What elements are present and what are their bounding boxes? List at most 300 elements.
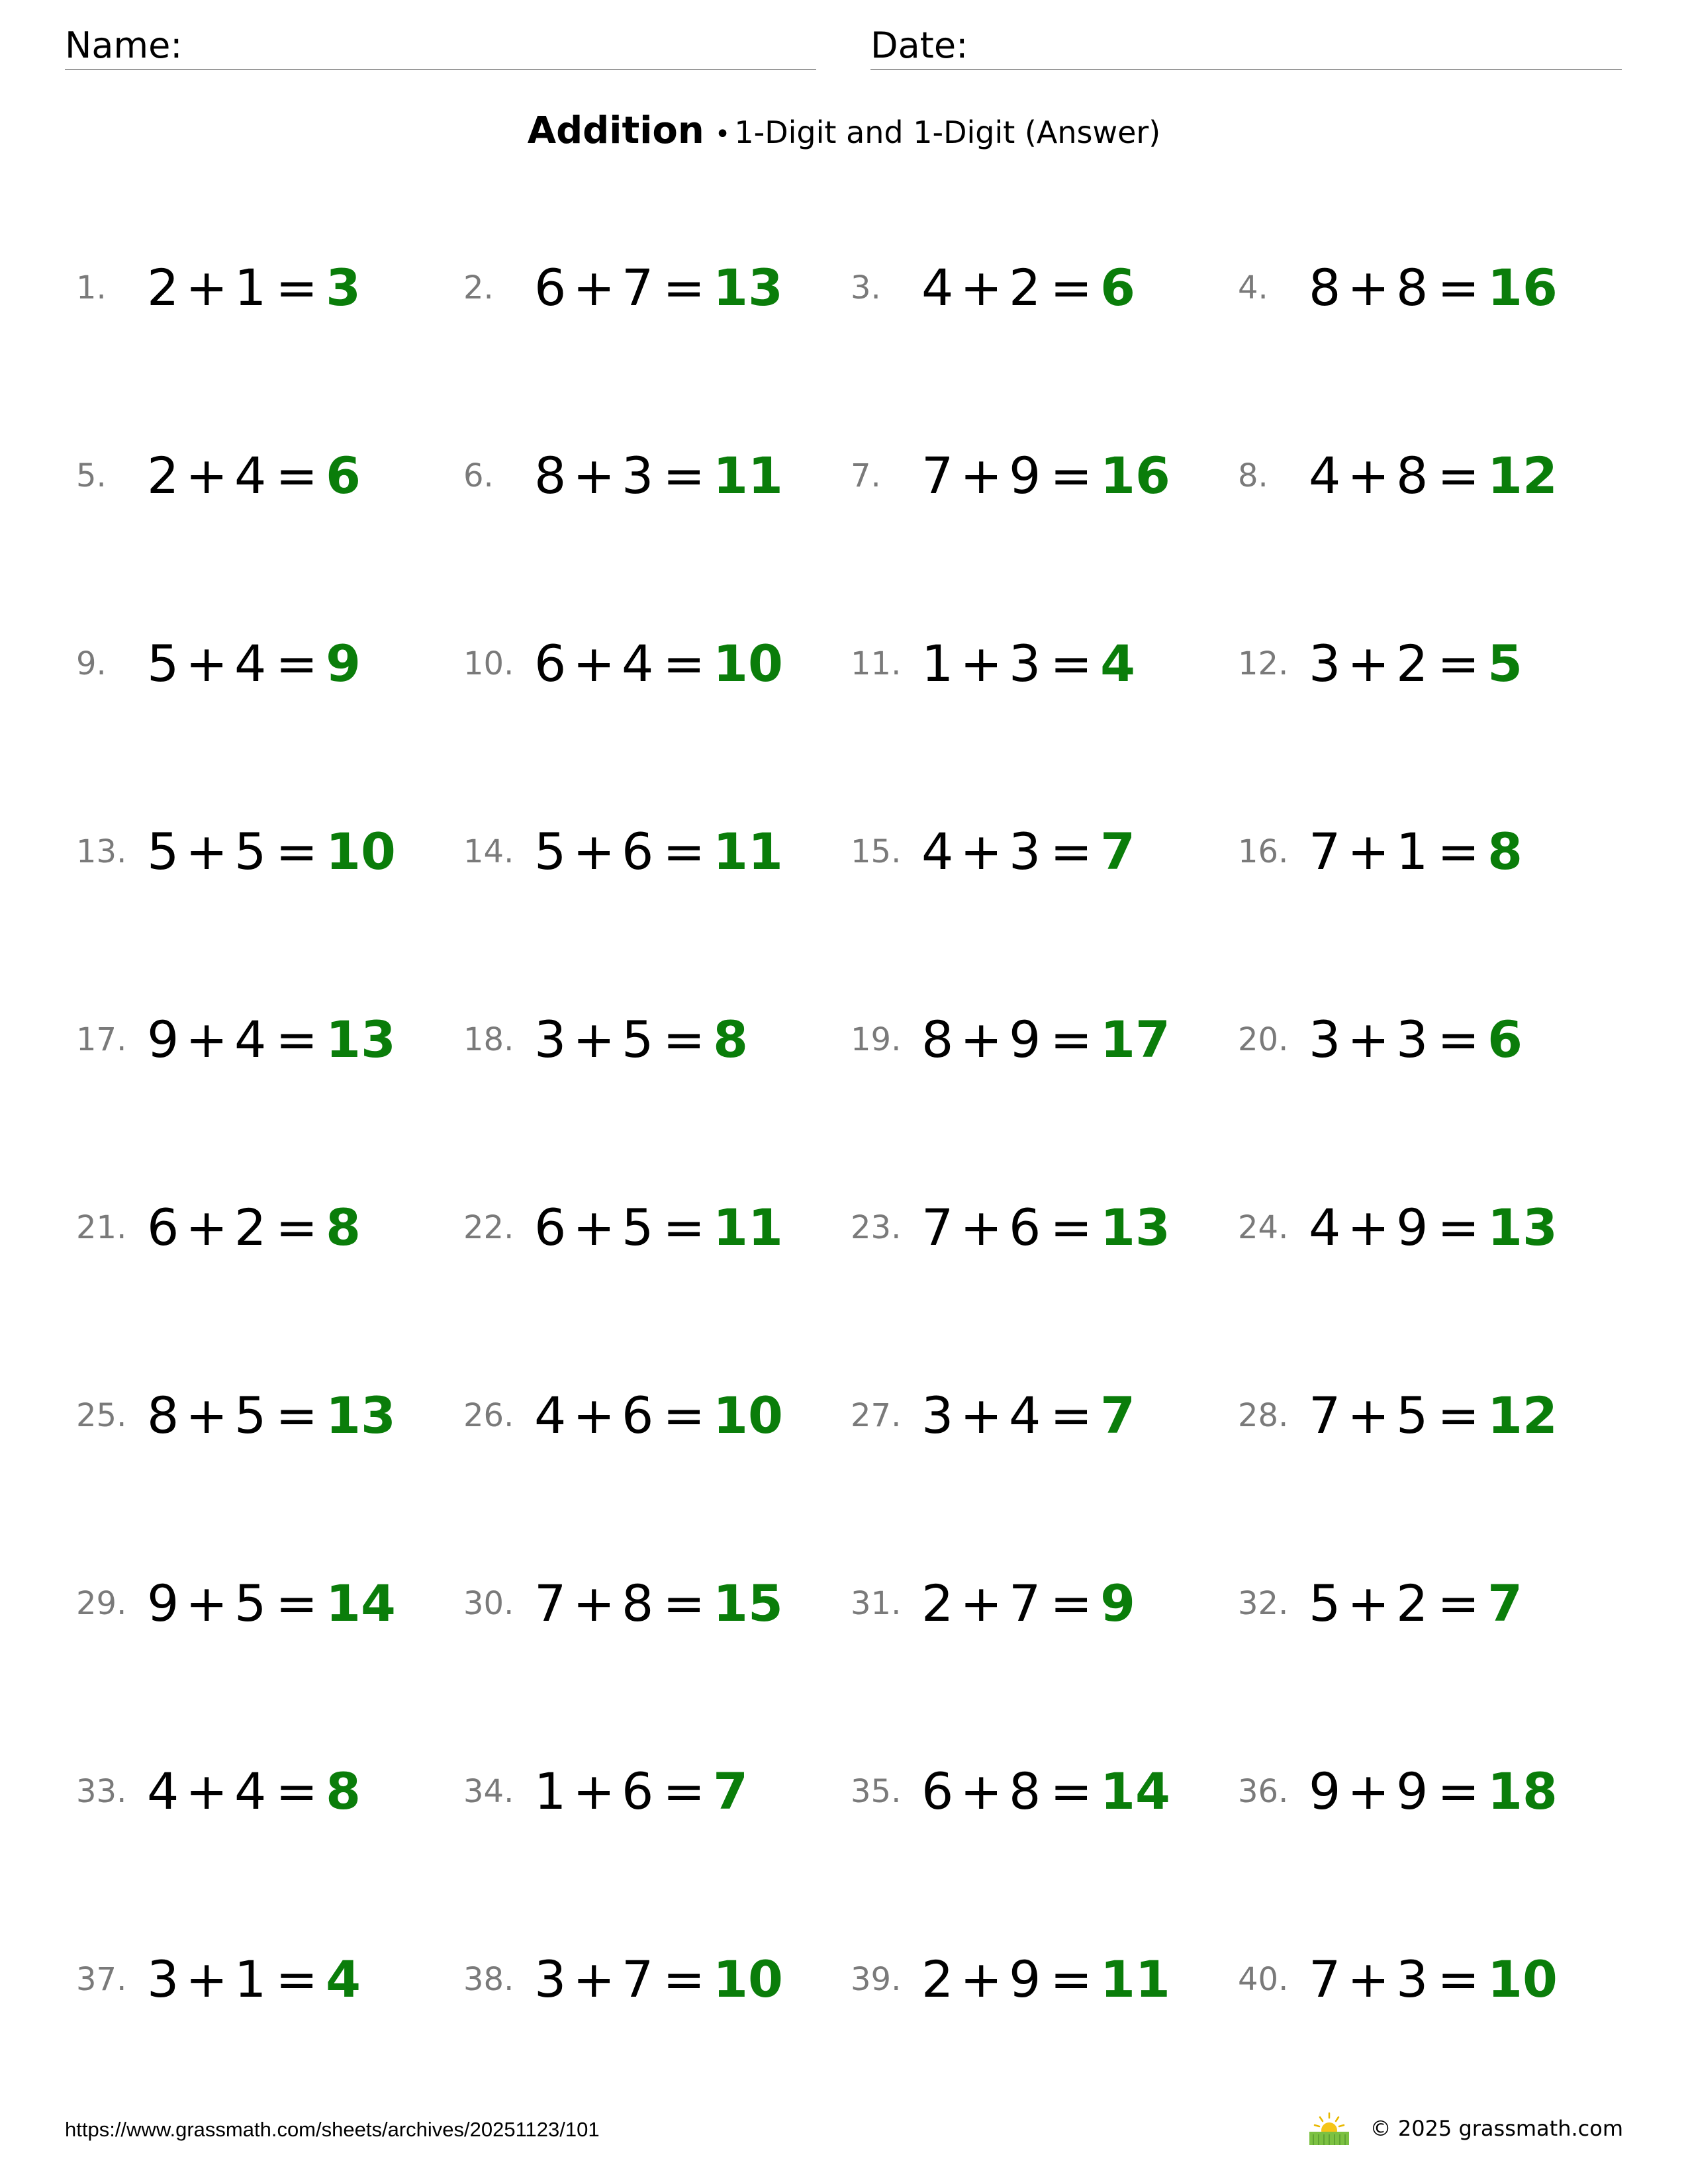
problem-item: [851, 1758, 1221, 1831]
problem-number: 17.: [76, 1021, 127, 1058]
problem-item: [76, 1570, 447, 1643]
answer: 11: [713, 446, 783, 505]
problem-number: 28.: [1238, 1397, 1289, 1434]
operand-b: 7: [622, 258, 654, 317]
operand-a: 7: [1309, 1386, 1341, 1445]
equals-sign: =: [1050, 1198, 1093, 1257]
problem-number: 34.: [463, 1773, 514, 1810]
problem-expression: [921, 1007, 1170, 1073]
problem-number: 11.: [851, 645, 902, 682]
problem-item: [1238, 1007, 1609, 1079]
operand-a: 5: [1309, 1574, 1341, 1633]
equals-sign: =: [275, 258, 318, 317]
operand-a: 2: [147, 446, 179, 505]
operand-b: 1: [234, 1950, 267, 2009]
problem-item: [1238, 631, 1609, 704]
problem-item: [463, 1758, 834, 1831]
operand-b: 1: [1396, 822, 1429, 881]
problem-number: 12.: [1238, 645, 1289, 682]
equals-sign: =: [1437, 1762, 1480, 1821]
title-main: Addition: [527, 109, 704, 152]
problem-item: [851, 819, 1221, 891]
problem-item: [851, 1195, 1221, 1267]
equals-sign: =: [1050, 258, 1093, 317]
problem-item: [463, 819, 834, 891]
problem-number: 8.: [1238, 457, 1268, 494]
operand-a: 8: [534, 446, 567, 505]
operand-a: 6: [534, 1198, 567, 1257]
problem-item: [463, 1570, 834, 1643]
problem-item: [463, 1195, 834, 1267]
problem-expression: [1309, 819, 1523, 885]
plus-sign: +: [960, 822, 1003, 881]
problem-item: [1238, 1383, 1609, 1455]
answer: 10: [1487, 1950, 1558, 2009]
operand-b: 3: [1396, 1950, 1429, 2009]
problem-item: [76, 819, 447, 891]
operand-b: 1: [234, 258, 267, 317]
footer-url[interactable]: https://www.grassmath.com/sheets/archives/20251123/101: [65, 2118, 600, 2141]
equals-sign: =: [275, 634, 318, 693]
equals-sign: =: [663, 258, 706, 317]
answer: 3: [326, 258, 361, 317]
equals-sign: =: [1437, 1198, 1480, 1257]
problem-expression: [921, 1570, 1135, 1637]
operand-a: 4: [1309, 446, 1341, 505]
equals-sign: =: [275, 1762, 318, 1821]
plus-sign: +: [960, 634, 1003, 693]
plus-sign: +: [185, 1574, 228, 1633]
answer: 17: [1100, 1010, 1170, 1069]
problem-expression: [1309, 255, 1558, 321]
equals-sign: =: [663, 822, 706, 881]
plus-sign: +: [185, 1950, 228, 2009]
operand-b: 6: [622, 822, 654, 881]
plus-sign: +: [573, 822, 616, 881]
equals-sign: =: [1050, 1950, 1093, 2009]
equals-sign: =: [663, 446, 706, 505]
equals-sign: =: [275, 1010, 318, 1069]
problem-expression: [534, 819, 783, 885]
problem-item: [851, 1383, 1221, 1455]
problem-expression: [147, 631, 361, 697]
problem-expression: [921, 1383, 1135, 1449]
problem-number: 6.: [463, 457, 494, 494]
equals-sign: =: [1050, 1386, 1093, 1445]
operand-a: 4: [921, 822, 954, 881]
operand-a: 4: [1309, 1198, 1341, 1257]
problem-expression: [534, 631, 783, 697]
plus-sign: +: [573, 1762, 616, 1821]
answer: 8: [713, 1010, 748, 1069]
operand-b: 4: [1009, 1386, 1041, 1445]
plus-sign: +: [960, 1198, 1003, 1257]
problem-item: [1238, 1758, 1609, 1831]
answer: 10: [713, 1950, 783, 2009]
problem-item: [851, 255, 1221, 328]
problem-item: [463, 443, 834, 516]
answer: 11: [713, 1198, 783, 1257]
problem-expression: [921, 443, 1170, 509]
problem-expression: [1309, 1758, 1558, 1825]
plus-sign: +: [573, 1950, 616, 2009]
problem-item: [76, 1758, 447, 1831]
plus-sign: +: [960, 1950, 1003, 2009]
operand-b: 3: [622, 446, 654, 505]
equals-sign: =: [1437, 634, 1480, 693]
problem-expression: [1309, 1570, 1523, 1637]
problem-expression: [534, 1758, 748, 1825]
plus-sign: +: [185, 1198, 228, 1257]
problem-number: 4.: [1238, 269, 1268, 306]
equals-sign: =: [275, 1198, 318, 1257]
problem-number: 2.: [463, 269, 494, 306]
operand-b: 5: [622, 1010, 654, 1069]
answer: 18: [1487, 1762, 1558, 1821]
problem-item: [76, 1195, 447, 1267]
plus-sign: +: [1347, 1574, 1390, 1633]
problem-expression: [147, 1383, 396, 1449]
operand-a: 6: [534, 258, 567, 317]
operand-a: 7: [534, 1574, 567, 1633]
operand-b: 4: [234, 446, 267, 505]
operand-a: 7: [921, 446, 954, 505]
equals-sign: =: [1050, 822, 1093, 881]
answer: 4: [1100, 634, 1135, 693]
operand-a: 3: [1309, 1010, 1341, 1069]
operand-a: 8: [921, 1010, 954, 1069]
problem-number: 31.: [851, 1585, 902, 1622]
operand-a: 7: [1309, 1950, 1341, 2009]
operand-a: 6: [147, 1198, 179, 1257]
problem-number: 9.: [76, 645, 107, 682]
footer-brand: [1305, 2109, 1623, 2148]
problem-item: [463, 1946, 834, 2019]
problem-expression: [147, 255, 361, 321]
answer: 7: [1487, 1574, 1523, 1633]
plus-sign: +: [1347, 446, 1390, 505]
problem-number: 37.: [76, 1961, 127, 1998]
plus-sign: +: [185, 1762, 228, 1821]
equals-sign: =: [1050, 1762, 1093, 1821]
equals-sign: =: [1050, 446, 1093, 505]
equals-sign: =: [663, 1386, 706, 1445]
plus-sign: +: [960, 1762, 1003, 1821]
equals-sign: =: [663, 1762, 706, 1821]
equals-sign: =: [1437, 446, 1480, 505]
answer: 4: [326, 1950, 361, 2009]
problem-expression: [534, 1946, 783, 2013]
problem-expression: [1309, 1383, 1558, 1449]
problem-expression: [534, 1570, 783, 1637]
operand-a: 3: [147, 1950, 179, 2009]
answer: 10: [713, 1386, 783, 1445]
problem-item: [851, 631, 1221, 704]
problem-expression: [921, 1758, 1170, 1825]
answer: 13: [713, 258, 783, 317]
operand-b: 8: [1396, 258, 1429, 317]
answer: 6: [326, 446, 361, 505]
answer: 8: [326, 1198, 361, 1257]
problem-expression: [147, 1570, 396, 1637]
plus-sign: +: [960, 1574, 1003, 1633]
operand-b: 4: [622, 634, 654, 693]
equals-sign: =: [1437, 258, 1480, 317]
equals-sign: =: [1437, 1574, 1480, 1633]
operand-a: 2: [921, 1950, 954, 2009]
plus-sign: +: [185, 1386, 228, 1445]
operand-b: 9: [1396, 1762, 1429, 1821]
plus-sign: +: [960, 1010, 1003, 1069]
problem-expression: [1309, 1195, 1558, 1261]
plus-sign: +: [185, 1010, 228, 1069]
equals-sign: =: [1050, 1010, 1093, 1069]
plus-sign: +: [185, 634, 228, 693]
problem-number: 26.: [463, 1397, 514, 1434]
problem-number: 15.: [851, 833, 902, 870]
problem-expression: [534, 255, 783, 321]
operand-a: 7: [1309, 822, 1341, 881]
problem-expression: [534, 443, 783, 509]
problem-item: [463, 1383, 834, 1455]
operand-b: 7: [1009, 1574, 1041, 1633]
problem-number: 5.: [76, 457, 107, 494]
operand-b: 8: [1009, 1762, 1041, 1821]
operand-b: 9: [1009, 446, 1041, 505]
problem-expression: [534, 1007, 748, 1073]
answer: 6: [1487, 1010, 1523, 1069]
operand-b: 2: [234, 1198, 267, 1257]
date-label: Date:: [870, 24, 968, 66]
plus-sign: +: [1347, 1386, 1390, 1445]
answer: 16: [1100, 446, 1170, 505]
problem-number: 23.: [851, 1209, 902, 1246]
operand-b: 9: [1009, 1010, 1041, 1069]
operand-b: 5: [622, 1198, 654, 1257]
plus-sign: +: [1347, 1950, 1390, 2009]
operand-a: 2: [147, 258, 179, 317]
answer: 12: [1487, 1386, 1558, 1445]
operand-a: 3: [534, 1010, 567, 1069]
operand-b: 4: [234, 634, 267, 693]
worksheet-title: [0, 105, 1688, 166]
operand-b: 6: [1009, 1198, 1041, 1257]
operand-b: 2: [1396, 634, 1429, 693]
plus-sign: +: [1347, 822, 1390, 881]
problem-expression: [921, 255, 1135, 321]
equals-sign: =: [275, 1386, 318, 1445]
operand-a: 3: [534, 1950, 567, 2009]
answer: 6: [1100, 258, 1135, 317]
operand-b: 3: [1009, 634, 1041, 693]
equals-sign: =: [1437, 1386, 1480, 1445]
equals-sign: =: [663, 1950, 706, 2009]
answer: 14: [326, 1574, 396, 1633]
answer: 9: [326, 634, 361, 693]
operand-a: 9: [147, 1010, 179, 1069]
operand-b: 5: [234, 1574, 267, 1633]
answer: 8: [1487, 822, 1523, 881]
problem-expression: [1309, 1946, 1558, 2013]
operand-a: 7: [921, 1198, 954, 1257]
equals-sign: =: [275, 446, 318, 505]
problem-expression: [1309, 1007, 1523, 1073]
operand-b: 5: [234, 822, 267, 881]
problem-number: 7.: [851, 457, 881, 494]
operand-a: 3: [921, 1386, 954, 1445]
problem-item: [76, 1946, 447, 2019]
plus-sign: +: [1347, 1762, 1390, 1821]
problem-expression: [147, 1195, 361, 1261]
answer: 13: [326, 1386, 396, 1445]
answer: 13: [326, 1010, 396, 1069]
answer: 7: [1100, 822, 1135, 881]
name-label: Name:: [65, 24, 183, 66]
answer: 13: [1100, 1198, 1170, 1257]
problem-expression: [147, 1946, 361, 2013]
operand-a: 4: [147, 1762, 179, 1821]
problem-item: [851, 1946, 1221, 2019]
operand-a: 1: [534, 1762, 567, 1821]
problem-number: 40.: [1238, 1961, 1289, 1998]
problem-expression: [921, 631, 1135, 697]
problem-expression: [921, 1946, 1170, 2013]
plus-sign: +: [573, 1574, 616, 1633]
operand-b: 8: [1396, 446, 1429, 505]
plus-sign: +: [573, 634, 616, 693]
plus-sign: +: [573, 1198, 616, 1257]
name-field[interactable]: [65, 23, 816, 70]
answer: 11: [1100, 1950, 1170, 2009]
operand-a: 5: [534, 822, 567, 881]
problem-expression: [1309, 631, 1523, 697]
plus-sign: +: [573, 1010, 616, 1069]
operand-b: 9: [1396, 1198, 1429, 1257]
problem-number: 22.: [463, 1209, 514, 1246]
problem-expression: [921, 1195, 1170, 1261]
answer: 7: [1100, 1386, 1135, 1445]
operand-a: 8: [147, 1386, 179, 1445]
problem-number: 24.: [1238, 1209, 1289, 1246]
problem-item: [851, 443, 1221, 516]
answer: 16: [1487, 258, 1558, 317]
equals-sign: =: [1050, 1574, 1093, 1633]
problem-number: 20.: [1238, 1021, 1289, 1058]
problem-expression: [534, 1195, 783, 1261]
problem-number: 27.: [851, 1397, 902, 1434]
equals-sign: =: [275, 822, 318, 881]
date-field[interactable]: [870, 23, 1622, 70]
plus-sign: +: [185, 258, 228, 317]
operand-b: 6: [622, 1762, 654, 1821]
answer: 5: [1487, 634, 1523, 693]
operand-a: 2: [921, 1574, 954, 1633]
answer: 14: [1100, 1762, 1170, 1821]
plus-sign: +: [1347, 1198, 1390, 1257]
problem-expression: [921, 819, 1135, 885]
problem-item: [76, 631, 447, 704]
plus-sign: +: [573, 1386, 616, 1445]
operand-b: 8: [622, 1574, 654, 1633]
equals-sign: =: [1437, 1950, 1480, 2009]
problem-item: [1238, 1570, 1609, 1643]
problem-number: 21.: [76, 1209, 127, 1246]
answer: 10: [326, 822, 396, 881]
equals-sign: =: [275, 1950, 318, 2009]
problem-expression: [147, 1007, 396, 1073]
problem-item: [1238, 819, 1609, 891]
plus-sign: +: [185, 446, 228, 505]
operand-b: 3: [1009, 822, 1041, 881]
sun-over-grass-icon: [1305, 2111, 1353, 2146]
equals-sign: =: [663, 1198, 706, 1257]
problem-item: [1238, 255, 1609, 328]
operand-b: 2: [1396, 1574, 1429, 1633]
problem-item: [463, 631, 834, 704]
problem-expression: [147, 819, 396, 885]
operand-b: 7: [622, 1950, 654, 2009]
operand-b: 2: [1009, 258, 1041, 317]
plus-sign: +: [960, 258, 1003, 317]
problem-item: [851, 1570, 1221, 1643]
plus-sign: +: [1347, 1010, 1390, 1069]
title-bullet: •: [714, 119, 731, 150]
answer: 15: [713, 1574, 783, 1633]
problem-item: [463, 1007, 834, 1079]
operand-a: 8: [1309, 258, 1341, 317]
problem-number: 35.: [851, 1773, 902, 1810]
operand-a: 3: [1309, 634, 1341, 693]
problem-number: 39.: [851, 1961, 902, 1998]
answer: 10: [713, 634, 783, 693]
problem-number: 14.: [463, 833, 514, 870]
problem-item: [76, 255, 447, 328]
operand-a: 1: [921, 634, 954, 693]
plus-sign: +: [573, 258, 616, 317]
equals-sign: =: [663, 1010, 706, 1069]
problem-expression: [1309, 443, 1558, 509]
problem-number: 3.: [851, 269, 881, 306]
answer: 7: [713, 1762, 748, 1821]
plus-sign: +: [573, 446, 616, 505]
problem-number: 13.: [76, 833, 127, 870]
problem-item: [1238, 443, 1609, 516]
problem-expression: [534, 1383, 783, 1449]
operand-a: 4: [921, 258, 954, 317]
copyright-text: © 2025 grassmath.com: [1370, 2116, 1623, 2141]
problem-item: [76, 443, 447, 516]
problem-number: 10.: [463, 645, 514, 682]
problem-item: [463, 255, 834, 328]
operand-b: 4: [234, 1762, 267, 1821]
equals-sign: =: [275, 1574, 318, 1633]
answer: 11: [713, 822, 783, 881]
problem-number: 25.: [76, 1397, 127, 1434]
plus-sign: +: [185, 822, 228, 881]
problem-number: 30.: [463, 1585, 514, 1622]
operand-b: 5: [1396, 1386, 1429, 1445]
equals-sign: =: [1437, 822, 1480, 881]
equals-sign: =: [1050, 634, 1093, 693]
problem-number: 36.: [1238, 1773, 1289, 1810]
operand-b: 3: [1396, 1010, 1429, 1069]
title-subtitle: 1-Digit and 1-Digit (Answer): [734, 114, 1161, 150]
equals-sign: =: [663, 1574, 706, 1633]
equals-sign: =: [1437, 1010, 1480, 1069]
problem-item: [851, 1007, 1221, 1079]
operand-a: 4: [534, 1386, 567, 1445]
problem-item: [76, 1383, 447, 1455]
